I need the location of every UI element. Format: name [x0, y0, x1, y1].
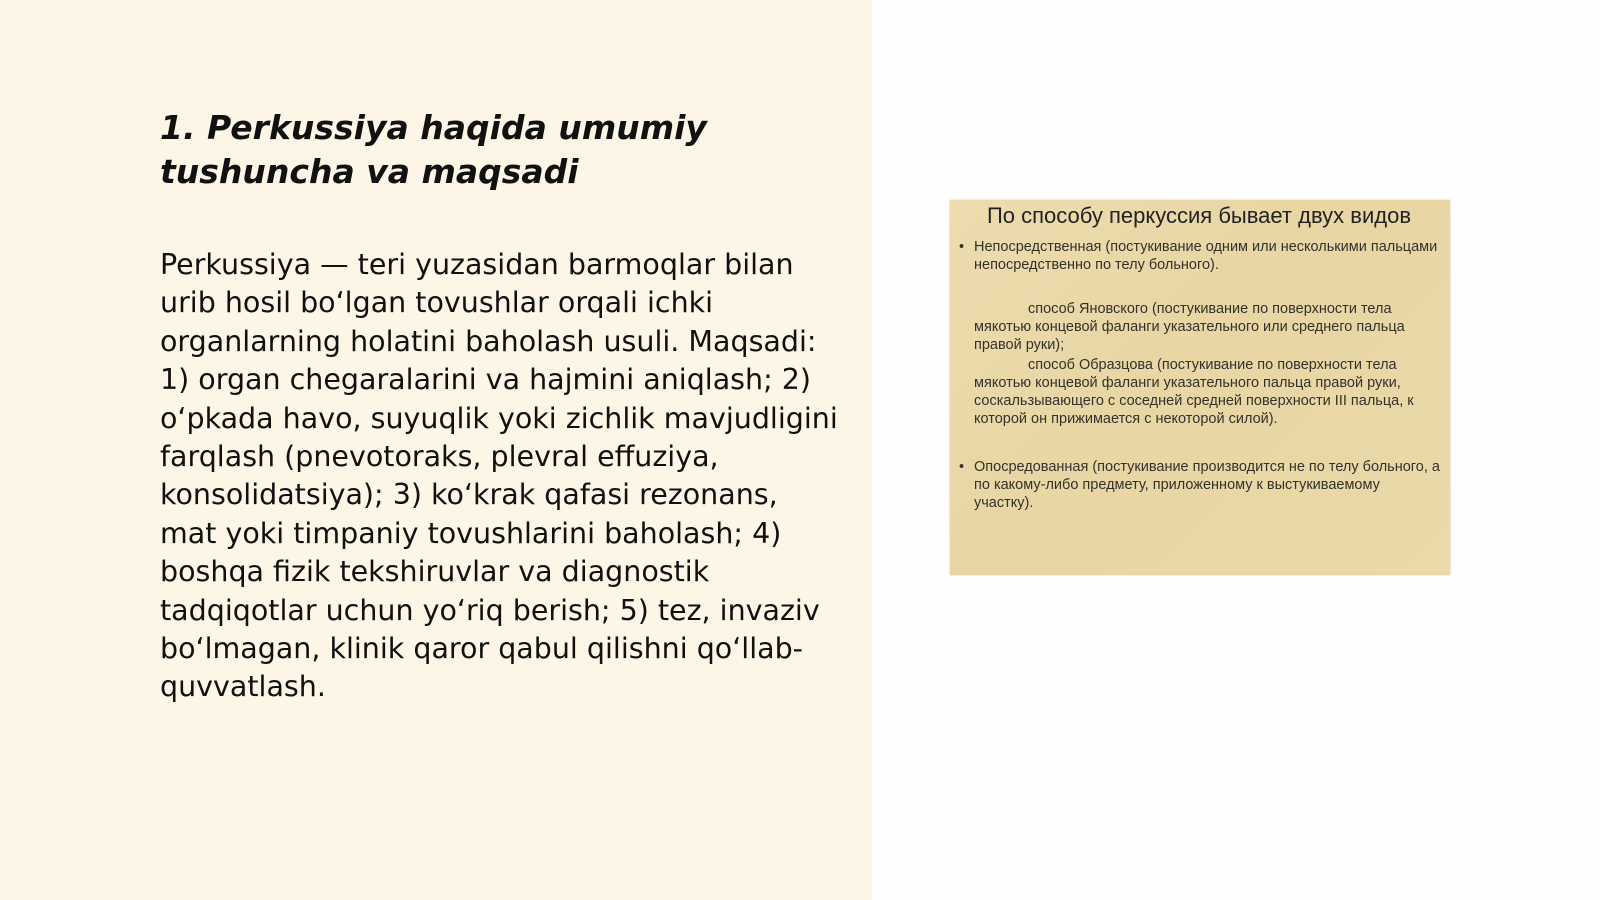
direct-percussion-text: Непосредственная (постукивание одним или несколькими пальцами непосредственно по телу больного). [974, 239, 1438, 273]
image-title: По способу перкуссия бывает двух видов [986, 203, 1411, 228]
slide-title: 1. Perkussiya haqida umumiy tushuncha va maqsadi [160, 108, 707, 191]
indirect-percussion-text: Опосредованная (постукивание производится не по телу больного, а по какому-либо предмету, приложенному к выстукиваемому участку). [974, 459, 1440, 511]
bullet-marker: • [959, 459, 965, 475]
obraztsov-method-text: способ Образцова (постукивание по поверхности тела мякотью концевой фаланги указательного пальца правой руки, соскальзывающего с соседней средней поверхности III пальца, к которой он прижимается с некоторой силой). [974, 357, 1414, 427]
bullet-marker: • [959, 239, 965, 255]
yanovsky-method-text: способ Яновского (постукивание по поверхности тела мякотью концевой фаланги указательного или среднего пальца правой руки); [974, 301, 1405, 353]
percussion-types-image [950, 200, 1450, 575]
bullet-direct-percussion [956, 238, 1442, 274]
bullet-indirect-percussion [956, 458, 1442, 512]
slide-body-text: Perkussiya — teri yuzasidan barmoqlar bilan urib hosil bo‘lgan tovushlar orqali ichki organlarning holatini baholash usuli. Maqsadi: 1) organ chegaralarini va hajmini aniqlash; 2) o‘pkada havo, suyuqlik yoki zichlik mavjudligini farqlash (pnevotoraks, plevral effuziya, konsolidatsiya); 3) ko‘krak qafasi rezonans, mat yoki timpaniy tovushlarini baholash; 4) boshqa fizik tekshiruvlar va diagnostik tadqiqotlar uchun yo‘riq berish; 5) tez, invaziv bo‘lmagan, klinik qaror qabul qilishni qo‘llab-quvvatlash. [160, 248, 838, 704]
